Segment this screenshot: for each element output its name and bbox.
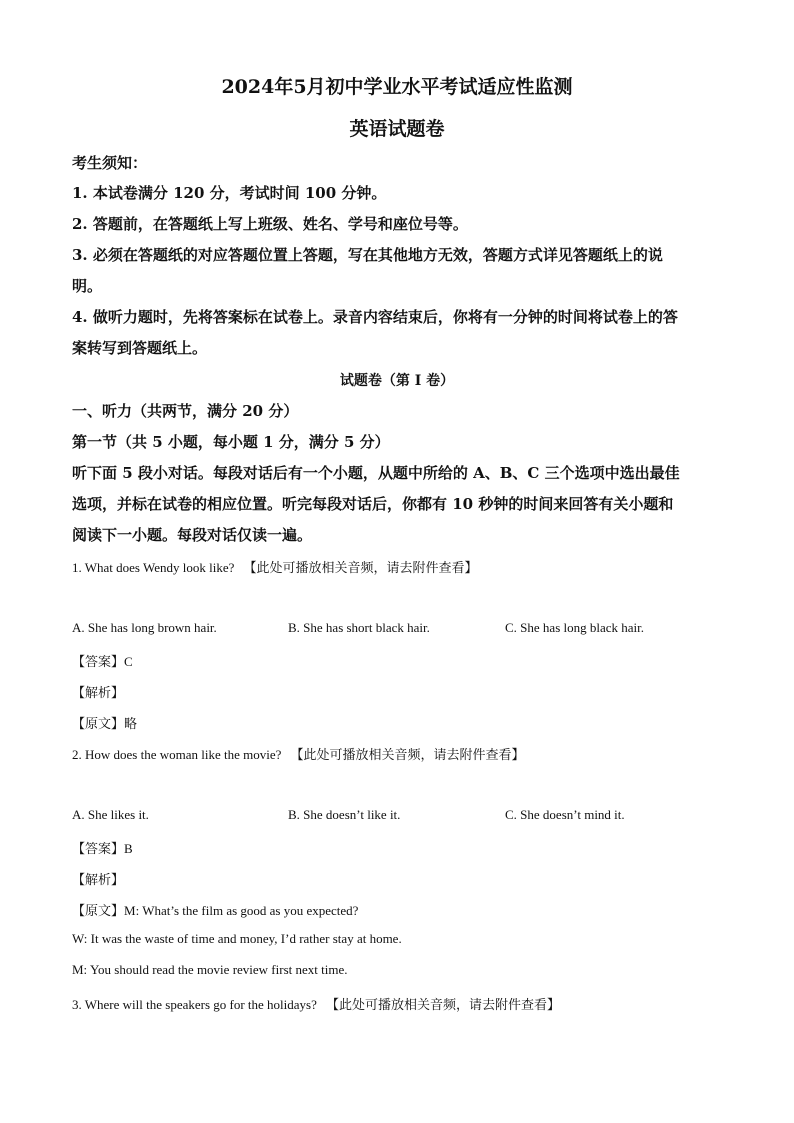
paper-label: 试题卷（第 I 卷） <box>339 373 455 389</box>
question-3-prompt: 3. Where will the speakers go for the holidays? <box>72 997 317 1012</box>
q2-original <box>72 900 358 919</box>
q1-original <box>72 713 137 732</box>
q1-original-text: 略 <box>124 717 138 732</box>
q1-answer-label: 【答案】 <box>72 655 125 670</box>
instructions-line-3: 阅读下一小题。每段对话仅读一遍。 <box>72 526 313 544</box>
exam-title: 2024年5月初中学业水平考试适应性监测 <box>221 76 573 98</box>
q2-option-b: B. She doesn’t like it. <box>288 807 401 822</box>
notice-item-2: 2. 答题前，在答题纸上写上班级、姓名、学号和座位号等。 <box>72 215 468 233</box>
q2-option-a: A. She likes it. <box>72 807 149 822</box>
notice-heading: 考生须知： <box>72 154 148 172</box>
q2-original-text: M: What’s the film as good as you expected? <box>124 903 359 918</box>
notice-item-4: 4. 做听力题时，先将答案标在试卷上。录音内容结束后，你将有一分钟的时间将试卷上的答 <box>72 308 678 326</box>
q2-original-label: 【原文】 <box>72 904 125 919</box>
q1-option-a: A. She has long brown hair. <box>72 620 217 635</box>
notice-item-4-cont: 案转写到答题纸上。 <box>72 339 208 357</box>
audio-link-1[interactable]: 【此处可播放相关音频，请去附件查看】 <box>243 561 478 576</box>
q1-answer-value: C <box>124 654 133 669</box>
audio-link-2[interactable]: 【此处可播放相关音频，请去附件查看】 <box>290 748 525 763</box>
section-title: 一、听力（共两节，满分 20 分） <box>72 402 299 420</box>
q2-answer-value: B <box>124 841 133 856</box>
audio-link-3[interactable]: 【此处可播放相关音频，请去附件查看】 <box>325 998 560 1013</box>
question-2-prompt: 2. How does the woman like the movie? <box>72 747 282 762</box>
notice-item-1: 1. 本试卷满分 120 分，考试时间 100 分钟。 <box>72 184 387 202</box>
question-1 <box>72 557 478 576</box>
exam-subtitle: 英语试题卷 <box>349 118 445 140</box>
q2-answer-label: 【答案】 <box>72 842 125 857</box>
q1-analysis-label: 【解析】 <box>72 686 125 701</box>
q1-answer <box>72 651 133 670</box>
q2-option-c: C. She doesn’t mind it. <box>505 807 625 822</box>
notice-item-3-cont: 明。 <box>72 277 103 295</box>
instructions-line-1: 听下面 5 段小对话。每段对话后有一个小题，从题中所给的 A、B、C 三个选项中选出最佳 <box>72 464 680 482</box>
q2-answer <box>72 838 133 857</box>
q2-analysis-label: 【解析】 <box>72 873 125 888</box>
instructions-line-2: 选项，并标在试卷的相应位置。听完每段对话后，你都有 10 秒钟的时间来回答有关小题和 <box>72 495 674 513</box>
q2-dialogue-line-2: M: You should read the movie review first next time. <box>72 962 348 977</box>
question-2 <box>72 744 525 763</box>
question-1-prompt: 1. What does Wendy look like? <box>72 560 235 575</box>
question-3 <box>72 994 560 1013</box>
q1-option-c: C. She has long black hair. <box>505 620 645 635</box>
notice-item-3: 3. 必须在答题纸的对应答题位置上答题，写在其他地方无效，答题方式详见答题纸上的说 <box>72 246 663 264</box>
q1-original-label: 【原文】 <box>72 717 125 732</box>
section-part: 第一节（共 5 小题，每小题 1 分，满分 5 分） <box>72 433 390 451</box>
q2-dialogue-line-1: W: It was the waste of time and money, I’d rather stay at home. <box>72 931 402 946</box>
q1-option-b: B. She has short black hair. <box>288 620 430 635</box>
